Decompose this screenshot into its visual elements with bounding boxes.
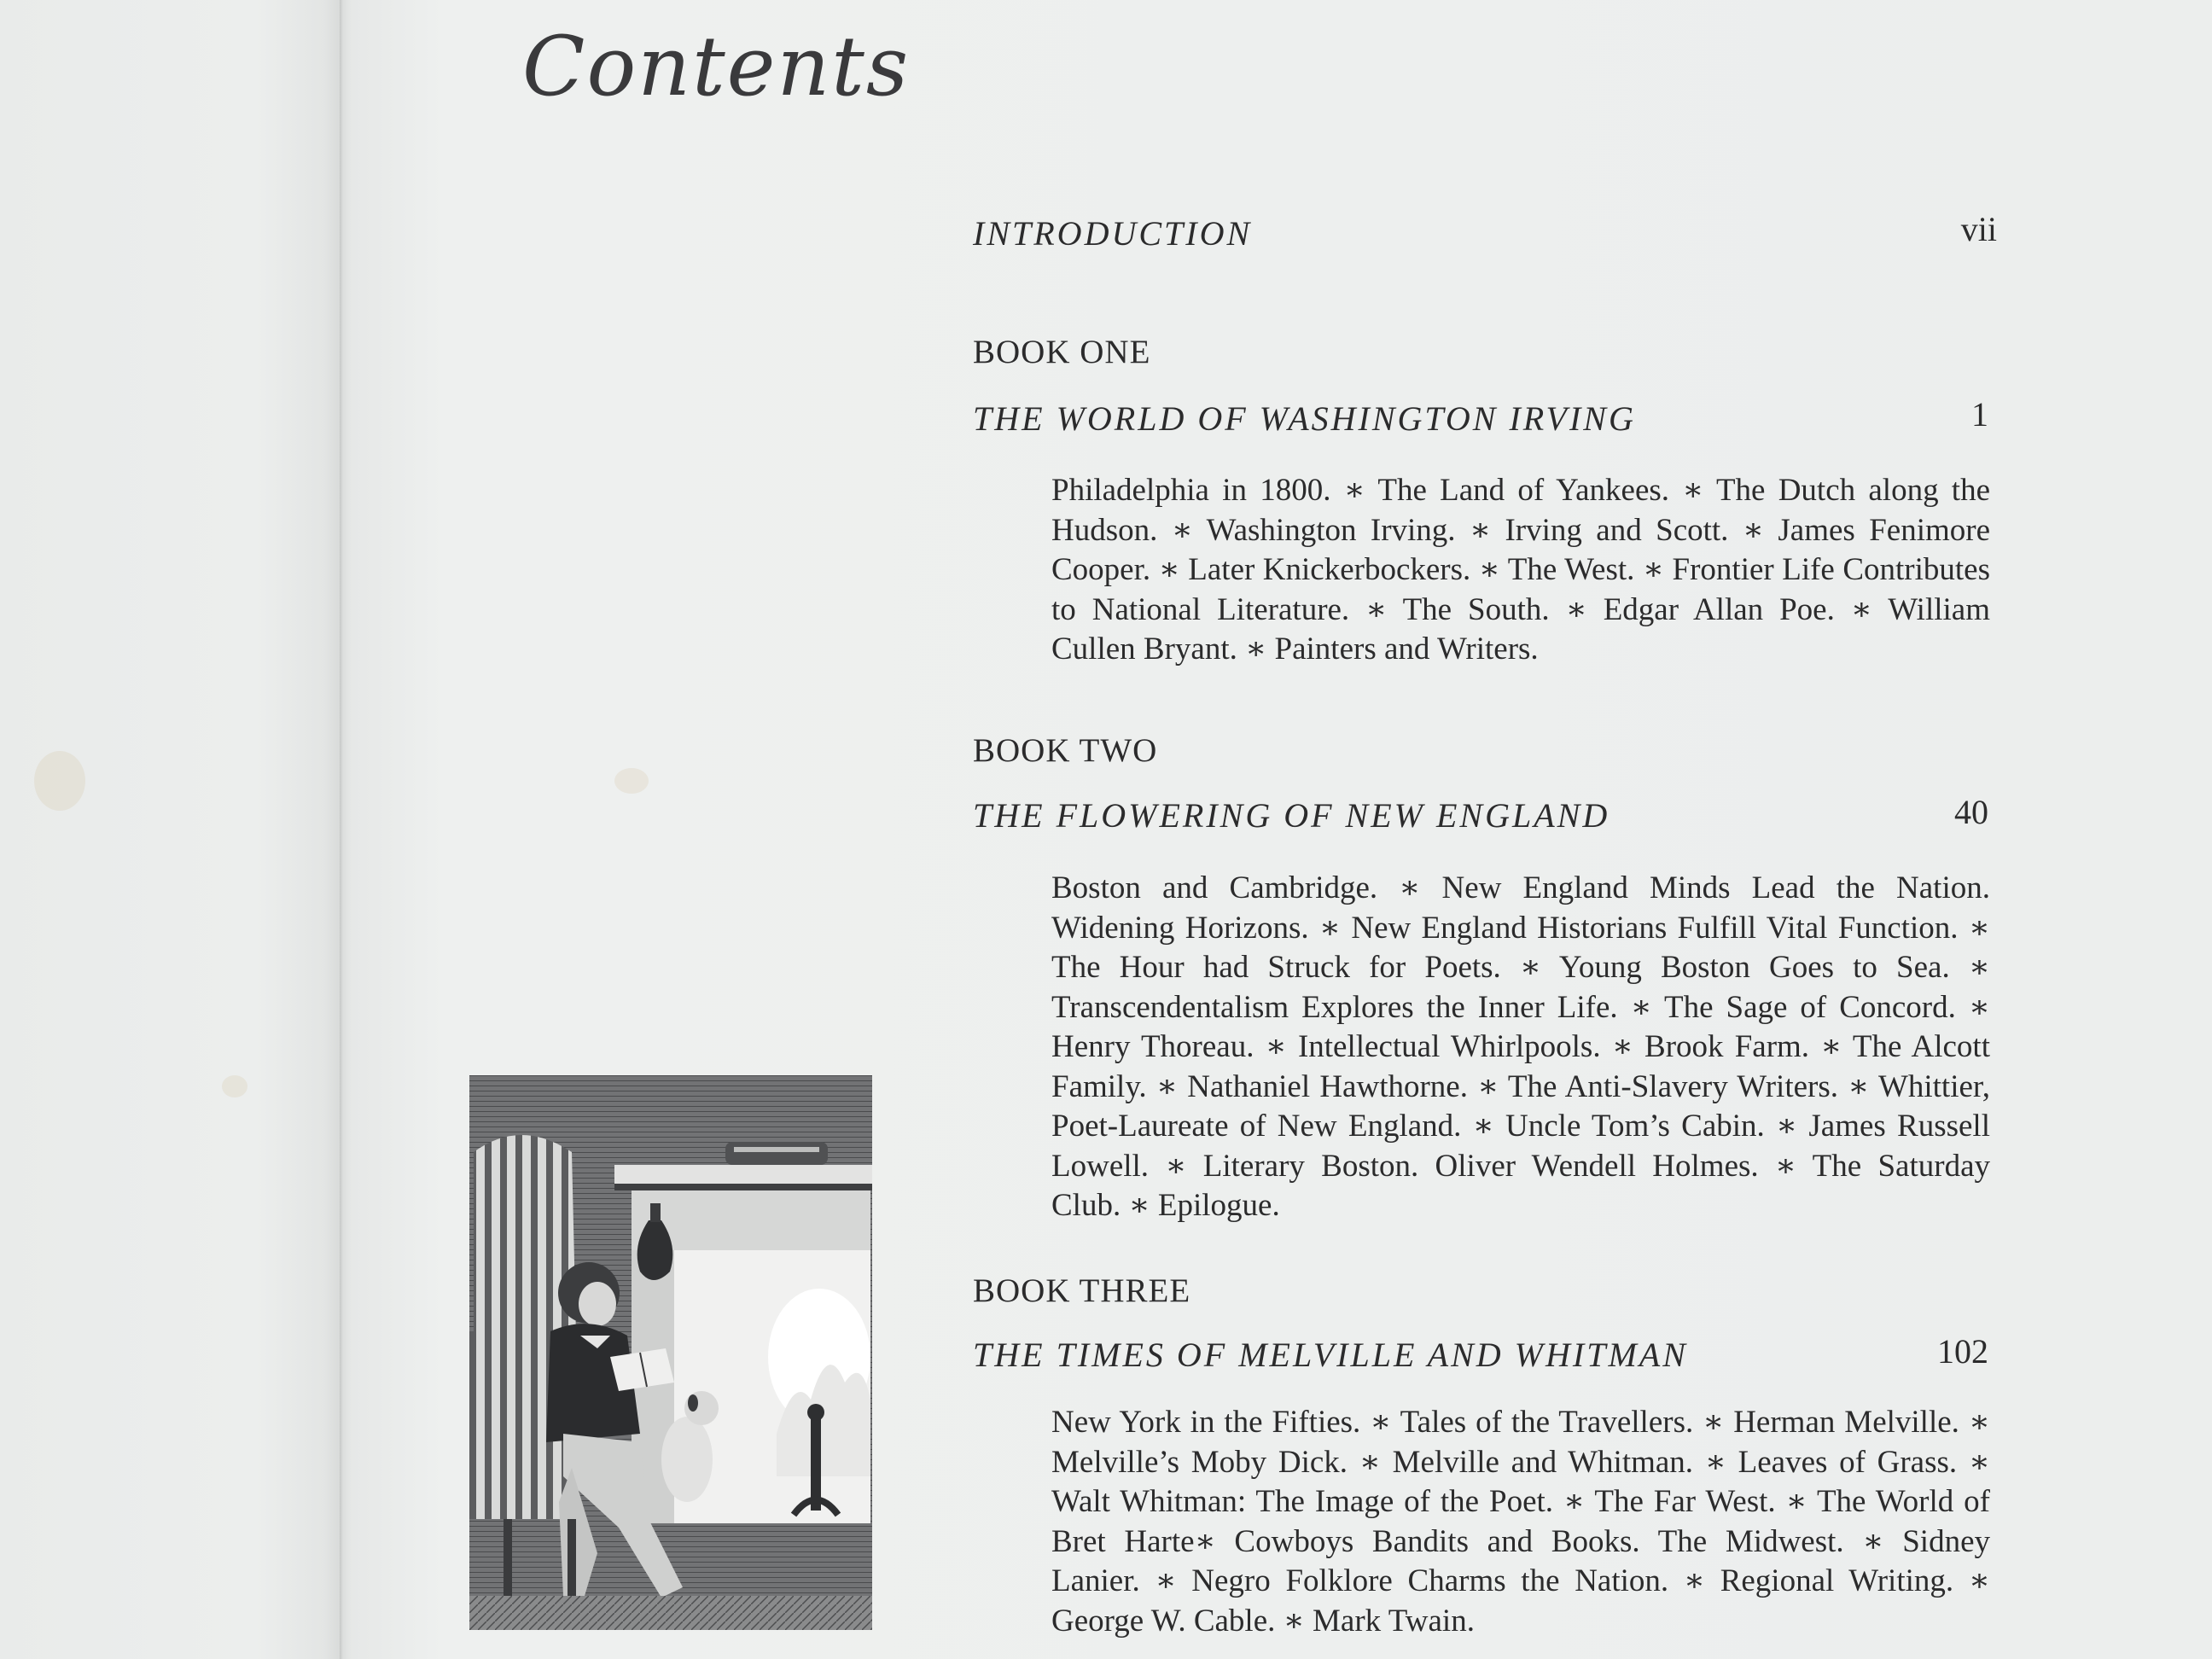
paper-stain	[34, 751, 85, 811]
engraving-illustration	[469, 1075, 872, 1630]
book-page-number: 40	[1954, 793, 1988, 831]
book-page-number: 1	[1971, 395, 1988, 434]
book-label: BOOK THREE	[973, 1272, 1191, 1309]
book-summary: New York in the Fifties. ∗ Tales of the Travellers. ∗ Herman Melville. ∗ Melville’s Moby Dick. ∗ Melville and Whitman. ∗ Leaves of Grass. ∗ Walt Whitman: The Image of the Poet. ∗ The Far West. ∗ The World of Bret Harte∗ Cowboys Bandits and Books. The Midwest. ∗ Sidney Lanier. ∗ Negro Folklore Charms the Nation. ∗ Regional Writing. ∗ George W. Cable. ∗ Mark Twain.	[1051, 1405, 1990, 1639]
book-title: THE FLOWERING OF NEW ENGLAND	[973, 796, 1610, 835]
book-label: BOOK TWO	[973, 732, 1158, 769]
book-summary: Philadelphia in 1800. ∗ The Land of Yankees. ∗ The Dutch along the Hudson. ∗ Washington Irving. ∗ Irving and Scott. ∗ James Fenimore Cooper. ∗ Later Knickerbockers. ∗ The West. ∗ Frontier Life Contributes to National Literature. ∗ The South. ∗ Edgar Allan Poe. ∗ William Cullen Bryant. ∗ Painters and Writers.	[1051, 473, 1990, 667]
book-title: THE WORLD OF WASHINGTON IRVING	[973, 399, 1636, 438]
book-title: THE TIMES OF MELVILLE AND WHITMAN	[973, 1336, 1688, 1374]
book-page-number: 102	[1937, 1332, 1988, 1371]
book-summary: Boston and Cambridge. ∗ New England Minds Lead the Nation. Widening Horizons. ∗ New England Historians Fulfill Vital Function. ∗ The Hour had Struck for Poets. ∗ Young Boston Goes to Sea. ∗ Transcendentalism Explores the Inner Life. ∗ The Sage of Concord. ∗ Henry Thoreau. ∗ Intellectual Whirlpools. ∗ Brook Farm. ∗ The Alcott Family. ∗ Nathaniel Hawthorne. ∗ The Anti-Slavery Writers. ∗ Whittier, Poet-Laureate of New England. ∗ Uncle Tom’s Cabin. ∗ James Russell Lowell. ∗ Literary Boston. Oliver Wendell Holmes. ∗ The Saturday Club. ∗ Epilogue.	[1051, 870, 1990, 1223]
book-gutter	[340, 0, 343, 1659]
paper-stain	[614, 768, 649, 794]
introduction-page-number: vii	[1960, 210, 1997, 248]
introduction-title: INTRODUCTION	[973, 214, 1253, 253]
contents-heading: Contents	[522, 19, 911, 114]
book-label: BOOK ONE	[973, 334, 1151, 370]
paper-stain	[222, 1075, 247, 1097]
